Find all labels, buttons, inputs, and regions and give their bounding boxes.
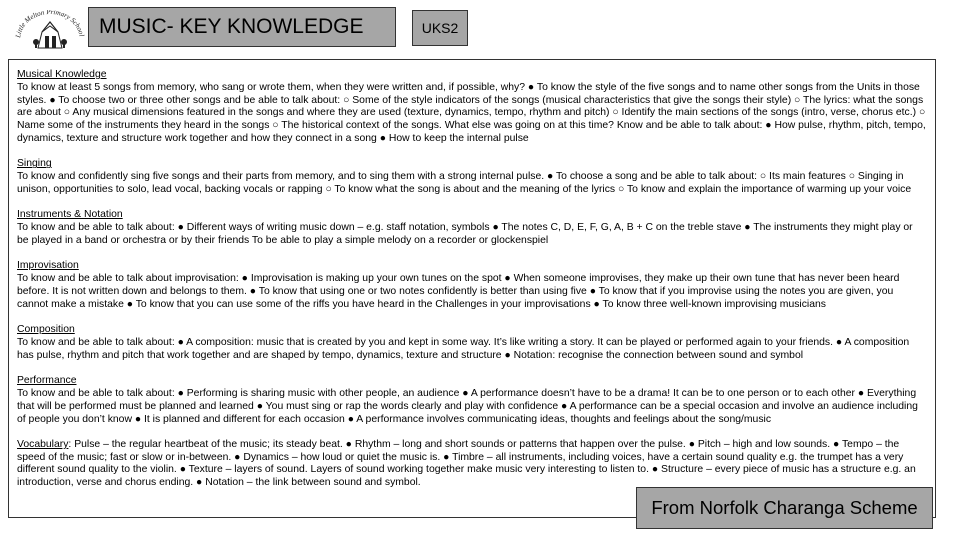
section-body: To know and be able to talk about: ● Performing is sharing music with other people, an audience ● A performance doesn’t have to be a drama! It can be to one person or to each other ● Everything that will be performed must be planned and learned ● You must sing or rap the words clearly and play with confidence ● A performance can be a special occasion and involve an audience including of people you don’t know ● It is planned and different for each occasion ● A performance involves communicating ideas, thoughts and feelings about the song/music [17,387,918,425]
section-musical-knowledge [17,69,927,146]
section-title: Improvisation [17,260,79,272]
section-instruments-notation [17,209,927,247]
section-vocabulary [17,439,927,490]
section-title: Performance [17,375,77,387]
key-stage-badge [412,10,468,46]
section-body: To know and be able to talk about: ● A composition: music that is created by you and kept in some way. It’s like writing a story. It can be played or performed again to your friends. ● A composition has pulse, rhythm and pitch that work together and are shaped by tempo, dynamics, texture and structure ● Notation: recognise the connection between sound and symbol [17,336,910,361]
key-stage-label: UKS2 [421,20,459,36]
source-caption: From Norfolk Charanga Scheme [651,497,918,518]
section-performance [17,375,927,426]
page-title-box [88,7,396,47]
section-composition [17,324,927,362]
section-title: Composition [17,324,75,336]
logo-text: Little Melton Primary School [14,10,86,39]
section-singing [17,158,927,196]
section-title: Musical Knowledge [17,69,107,80]
section-title: Vocabulary [17,438,69,450]
section-title: Singing [17,158,52,170]
section-body: To know and be able to talk about improvisation: ● Improvisation is making up your own tunes on the spot ● When someone improvises, they make up their own tune that has never been heard before. It is not written down and belongs to them. ● To know that using one or two notes confidently is better than using five ● To know that if you improvise using the notes you are given, you cannot make a mistake ● To know that you can use some of the riffs you have heard in the Challenges in your improvisations ● To know three well-known improvising musicians [17,273,900,310]
section-body: To know and be able to talk about: ● Different ways of writing music down – e.g. staff notation, symbols ● The notes C, D, E, F, G, A, B + C on the treble stave ● The instruments they might play or be played in a band or orchestra or by their friends To be able to play a simple melody on a recorder or glockenspiel [17,222,913,246]
section-body: To know at least 5 songs from memory, who sang or wrote them, when they were written and, if possible, why? ● To know the style of the five songs and to name other songs from the Units in those styles. ● To choose two or three other songs and be able to talk about: ○ Some of the style indicators of the songs (musical characteristics that give the songs their style) ○ The lyrics: what the songs are about ○ Any musical dimensions featured in the songs and where they are used (texture, dynamics, tempo, rhythm and pitch) ○ Identify the main sections of the songs (intro, verse, chorus etc.) ○ Name some of the instruments they heard in the songs ○ The historical context of the songs. What else was going on at this time? Know and be able to talk about: ● How pulse, rhythm, pitch, tempo, dynamics, texture and structure work together and how they connect in a song ● How to keep the internal pulse [17,81,926,144]
knowledge-panel [8,59,936,518]
school-logo [14,10,86,50]
section-body: : Pulse – the regular heartbeat of the music; its steady beat. ● Rhythm – long and short sounds or patterns that happen over the pulse. ● Pitch – high and low sounds. ● Tempo – the speed of the music; fast or slow or in-between. ● Dynamics – how loud or quiet the music is. ● Timbre – all instruments, including voices, have a certain sound quality e.g. the trumpet has a very different sound quality to the violin. ● Texture – layers of sound. Layers of sound working together make music very interesting to listen to. ● Structure – every piece of music has a structure e.g. an introduction, verse and chorus ending. ● Notation – the link between sound and symbol. [17,438,916,489]
page-title: MUSIC- KEY KNOWLEDGE [99,15,364,38]
section-title: Instruments & Notation [17,209,123,221]
section-improvisation [17,260,927,311]
source-caption-box [636,487,933,529]
section-body: To know and confidently sing five songs and their parts from memory, and to sing them with a strong internal pulse. ● To choose a song and be able to talk about: ○ Its main features ○ Singing in unison, opportunities to solo, lead vocal, backing vocals or rapping ○ To know what the song is about and the meaning of the lyrics ○ To know and explain the importance of warming up your voice [17,171,912,195]
